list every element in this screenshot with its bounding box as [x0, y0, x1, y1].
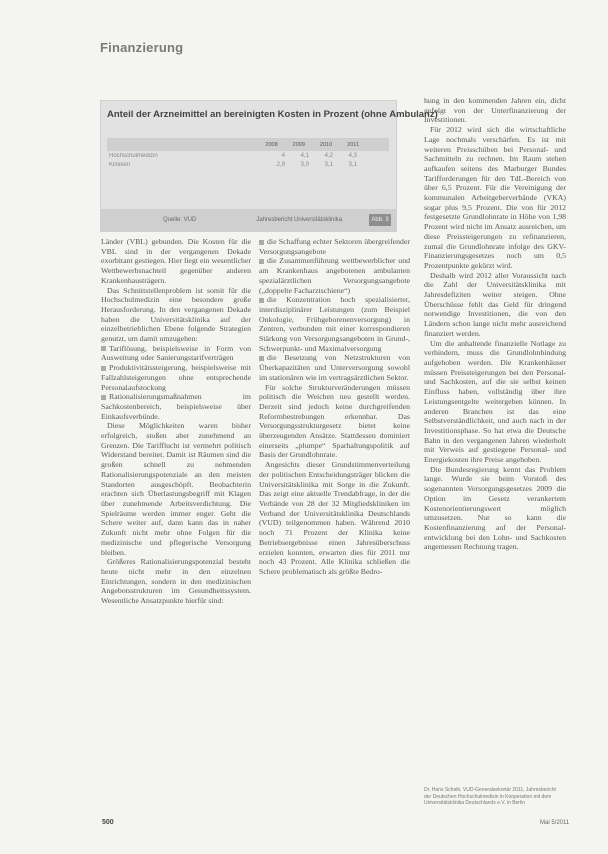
bullet-paragraph — [259, 353, 410, 382]
bullet-paragraph — [259, 237, 410, 256]
paragraph-text: Angesichts dieser Grundstimmenverteilung der politischen Entscheidungsträger blicken die Universitätsklinika mit Sorge in die Zukunft. Das zeigt eine aktuelle Trendabfrage, in der die Verbände von 28 der 32 Mitgliedskliniken im Verband der Universitätsklinika Deutschlands (VUD) teilgenommen haben. Während 2010 noch 71 Prozent der Klinika keine Betriebsergebnisse einen Jahresüberschuss erzielen konnten, erwarten dies für 2011 nur noch 43 Prozent. Alle Klinika schließen die Schere problematisch als größte Bedro- — [259, 460, 410, 576]
paragraph — [424, 96, 566, 125]
paragraph — [259, 460, 410, 576]
paragraph — [101, 557, 251, 606]
bullet-square-icon — [259, 259, 264, 264]
text-column-1 — [101, 237, 251, 606]
bullet-square-icon — [259, 356, 264, 361]
table-row — [107, 151, 389, 160]
paragraph-text: Die Bundesregierung kennt das Problem lange. Wurde sie beim Vorstoß des sogenannten Versorgungsgesetzes 2009 die Option im Gesetz verankertem Kostenorientierungswert möglich umzusetzen. Nur so kann die Kostenfinanzierung auf der Personal-entwicklung bei den Lohn- und Sachkosten angemessen Rechnung tragen. — [424, 464, 566, 552]
year-header: 2010 — [319, 141, 333, 148]
paragraph-text: Größeres Rationalisierungspotenzial besteht heute nicht mehr in den einzelnen Einrichtungen, sondern in den medizinischen Angebotsstrukturen im Gesundheitssystem. Wesentliche Ansatzpunkte hierfür sind: — [101, 557, 251, 606]
section-title: Finanzierung — [100, 40, 184, 55]
paragraph — [101, 237, 251, 286]
row-label: Kliniken — [109, 161, 131, 168]
row-value: 4 — [281, 152, 285, 159]
bullet-paragraph — [101, 363, 251, 392]
text-column-2 — [259, 237, 410, 577]
bullet-paragraph — [259, 256, 410, 295]
figure-title: Anteil der Arzneimittel an bereinigten Kosten in Prozent (ohne Ambulanz) — [107, 109, 438, 120]
text-column-3 — [424, 96, 566, 552]
paragraph-text: Für 2012 wird sich die wirtschaftliche Lage nochmals verschärfen. Es ist mit weiteren Preisschüben bei Personal- und Sachmitteln zu rechnen. Im Raum stehen aufkaufen seitens des Marburger Bundes Tarifforderungen für den TdL-Bereich von über 6,5 Prozent. Für die Vereinigung der kommunalen Arbeitgeberverbände (VKA) sogar plus 9,5 Prozent. Die von für 2012 festgesetzte Grundlohnrate in Höhe von 1,98 Prozent wird nicht im Ansatz ausreichen, um diese Preissteigerungen zu refinanzieren, zumal die Grundlohnrate infolge des GKV-Finanzierungsgesetzes noch um 0,5 Prozentpunkte gekürzt wird. — [424, 125, 566, 270]
bullet-paragraph — [101, 392, 251, 421]
paragraph — [101, 421, 251, 557]
row-value: 3,0 — [300, 161, 309, 168]
table-row — [107, 160, 389, 169]
figure-source — [101, 209, 396, 231]
figure-table-header — [107, 138, 389, 151]
paragraph-text: Für solche Strukturveränderungen müssen politisch die Weichen neu gestellt werden. Derzeit sind jedoch keine durchgreifenden Reformbestrebungen erkennbar. Das Versorgungsstrukturgesetz bietet keine überzeugenden Ansätze. Stattdessen dominiert einerseits „plumpe“ Sparhaltungspolitik auf Basis der Grundlohnrate. — [259, 382, 410, 460]
bullet-square-icon — [101, 395, 106, 400]
source-left: Quelle: VUD — [163, 217, 197, 223]
bullet-square-icon — [101, 346, 106, 351]
year-header: 2011 — [347, 141, 359, 148]
paragraph-text: hung in den kommenden Jahren ein, dicht gefolgt von der Unterfinanzierung der Investitionen. — [424, 96, 566, 125]
paragraph — [424, 125, 566, 271]
paragraph — [101, 286, 251, 344]
bullet-square-icon — [259, 298, 264, 303]
paragraph — [259, 383, 410, 461]
paragraph-text: Produktivitätssteigerung, beispielsweise mit Fallzahlsteigerungen ohne entsprechende Personalaufstockung — [101, 363, 251, 392]
source-right: Jahresbericht Universitätsklinika — [256, 217, 343, 223]
paragraph-text: Das Schnittstellenproblem ist somit für die Hochschulmedizin eine besondere große Herausforderung. In den vergangenen Dekade haben die Universitätsklinika auf der einzelbetrieblichen Ebene folgende Strategien genutzt, um damit umzugehen: — [101, 285, 251, 344]
bullet-paragraph — [259, 295, 410, 353]
paragraph-text: Diese Möglichkeiten waren bisher erfolgreich, stoßen aber zunehmend an Grenzen. Die Tarifflucht ist vermehrt politisch Widerstand bereitet. Damit ist Räumen sind die großen schnell zu nehmenden Rationalisierungspotenziale an den meisten Standorten ausgeschöpft. Beobachterin erachten sich Überlastungsbegriff mit Klagen über zunehmende Arbeitsverdichtung. Die Spielräume werden immer enger. Geht die Schere weiter auf, dann kann das in naher Zukunft nicht mehr ohne Folgen für die medizinische und pflegerische Versorgung bleiben. — [101, 421, 251, 557]
paragraph — [424, 465, 566, 552]
paragraph — [424, 339, 566, 465]
year-header: 2008 — [265, 141, 278, 148]
row-value: 2,9 — [276, 161, 285, 168]
page-number: 500 — [102, 819, 114, 826]
paragraph-text: die Zusammenführung wettbewerblicher und am Krankenhaus angebotenen ambulanten spezialärztlichen Versorgungsangebote („doppelte Facharztschiene“) — [259, 256, 410, 295]
row-value: 4,1 — [300, 152, 309, 159]
footnote: Dr. Hans Scheib, VUD-Generalsekretär 2011, Jahresbericht der Deutschen Hochschulmedizin in Kooperation mit dem Universitätsklinika Deutschlands e.V. in Berlin — [424, 787, 556, 807]
row-value: 3,1 — [348, 161, 357, 168]
bullet-paragraph — [101, 344, 251, 363]
figure-box — [100, 100, 438, 232]
row-label: Hochschulmedizin — [109, 152, 158, 159]
row-value: 4,3 — [348, 152, 357, 159]
figure-table — [107, 138, 389, 169]
paragraph-text: Tariflösung, beispielsweise in Form von Ausweitung oder Sanierungstarifverträgen — [101, 343, 251, 363]
paragraph-text: die Konzentration hoch spezialisierter, interdisziplinärer Leistungen (zum Beispiel Onkologie, Frühgeborenenversorgung) in Zentren, verbunden mit einer korrespondieren Stärkung von Versorgungsangeboten in Grund-, Schwerpunkt- und Maximalversorgung — [259, 295, 410, 353]
paragraph-text: Rationalisierungsmaßnahmen im Sachkostenbereich, beispielsweise über Einkaufsverbünde. — [101, 392, 251, 421]
bullet-square-icon — [259, 240, 264, 245]
paragraph-text: Um die anhaltende finanzielle Notlage zu verhindern, muss die Grundlohnbindung aufgehoben werden. Die Krankenhäuser müssen Preissteigerungen bei den Personal- und Sachkosten, auf die sie selbst keinen Einfluss haben, vollständig über ihre Leistungsentgelte weitergeben können. In anderen Branchen ist das eine Selbstverständlichkeit, und auch nach in der Investitionsphase. So hat etwa die Deutsche Bahn in den vergangenen Jahren wiederholt mit Verweis auf gestiegene Personal- und Energiekosten ihre Preise angehoben. — [424, 338, 566, 465]
row-value: 3,1 — [324, 161, 333, 168]
paragraph-text: Länder (VBL) gebunden. Die Kosten für die VBL sind in der vergangenen Dekade exorbitant gestiegen. Hier liegt ein wesentlicher Wettbewerbsnachteil gegenüber anderen Krankenhausträgern. — [101, 237, 251, 285]
paragraph-text: die Besetzung von Netzstrukturen von Überkapazitäten und Unterversorgung sowohl im stationären wie im vertragsärztlichen Sektor. — [259, 353, 410, 382]
figure-badge: Abb. 3 — [369, 214, 391, 226]
bullet-square-icon — [101, 366, 106, 371]
paragraph-text: Deshalb wird 2012 aller Voraussicht nach die Zahl der Universitätsklinika mit Jahresdefiziten weiter steigen. Ohne Überschüsse fehlt das Geld für dringend notwendige Investitionen, die von den Ländern schon lange nicht mehr ausreichend finanziert werden. — [424, 270, 566, 338]
paragraph-text: die Schaffung echter Sektoren übergreifender Versorgungsangebote — [259, 237, 410, 256]
row-value: 4,2 — [324, 152, 333, 159]
issue-label: Mai 5/2011 — [540, 820, 570, 826]
year-header: 2009 — [292, 141, 305, 148]
paragraph — [424, 271, 566, 339]
